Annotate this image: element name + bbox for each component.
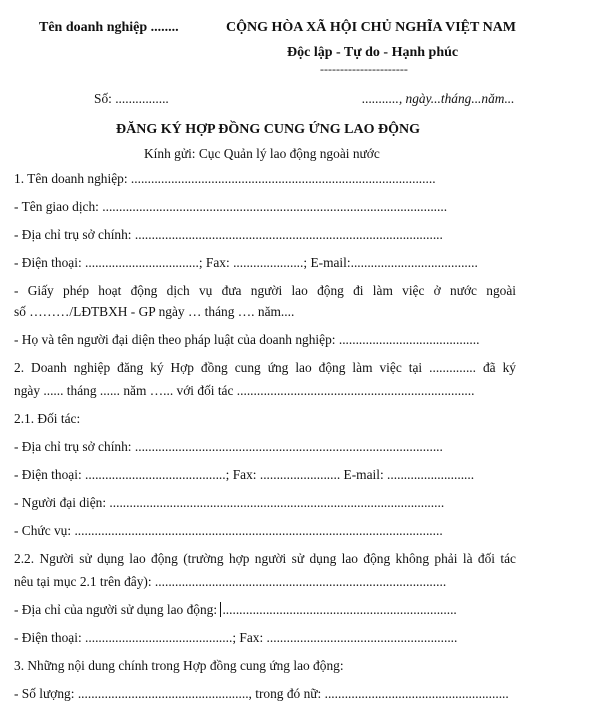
section-2-2-line1: 2.2. Người sử dụng lao động (trường hợp người sử dụng lao động không phải là đối tác: [14, 551, 516, 566]
partner-position: - Chức vụ: ..............................................................................................................: [14, 523, 443, 538]
employer-address-label: - Địa chỉ của người sử dụng lao động:: [14, 602, 221, 617]
employer-contact: - Điện thoại: ............................................; Fax: .........................................................: [14, 630, 458, 645]
employer-address-fill: ......................................................................: [222, 602, 457, 617]
section-3-heading: 3. Những nội dung chính trong Hợp đồng cung ứng lao động:: [14, 658, 344, 673]
field-legal-representative: - Họ và tên người đại diện theo pháp luật của doanh nghiệp: ..........................................: [14, 332, 480, 347]
company-name: Tên doanh nghiệp ........: [39, 20, 179, 35]
document-date: ..........., ngày...tháng...năm...: [362, 91, 515, 106]
field-contact: - Điện thoại: ..................................; Fax: .....................; E-mail:......................................: [14, 255, 478, 270]
section-2-2-line2: nêu tại mục 2.1 trên đây): .......................................................................................: [14, 574, 447, 589]
field-license-line1: - Giấy phép hoạt động dịch vụ đưa người lao động đi làm việc ở nước ngoài: [14, 283, 516, 298]
field-company-name: 1. Tên doanh nghiệp: ...........................................................................................: [14, 171, 436, 186]
partner-contact: - Điện thoại: ..........................................; Fax: ........................ E-mail: ..........................: [14, 467, 475, 482]
field-license-line2: số ………/LĐTBXH - GP ngày … tháng …. năm....: [14, 304, 295, 319]
field-trade-name: - Tên giao dịch: .......................................................................................................: [14, 199, 448, 214]
country-heading: CỘNG HÒA XÃ HỘI CHỦ NGHĨA VIỆT NAM: [226, 20, 517, 35]
section-2-1-heading: 2.1. Đối tác:: [14, 411, 81, 426]
recipient: Kính gửi: Cục Quản lý lao động ngoài nước: [144, 146, 380, 161]
partner-head-office: - Địa chỉ trụ sở chính: ............................................................................................: [14, 439, 443, 454]
partner-representative: - Người đại diện: ....................................................................................................: [14, 495, 445, 510]
document-number: Số: ................: [94, 91, 169, 106]
motto-underline: ----------------------: [320, 62, 408, 76]
quantity-field: - Số lượng: ..................................................., trong đó nữ: .......................................................: [14, 686, 509, 701]
section-2-line2: ngày ...... tháng ...... năm …... với đối tác .......................................................................: [14, 383, 475, 398]
motto: Độc lập - Tự do - Hạnh phúc: [287, 45, 459, 60]
section-2-line1: 2. Doanh nghiệp đăng ký Hợp đồng cung ứng lao động làm việc tại .............. đã ký: [14, 360, 516, 375]
field-head-office: - Địa chỉ trụ sở chính: ............................................................................................: [14, 227, 443, 242]
employer-address[interactable]: [14, 602, 457, 618]
document-title: ĐĂNG KÝ HỢP ĐỒNG CUNG ỨNG LAO ĐỘNG: [116, 122, 420, 137]
